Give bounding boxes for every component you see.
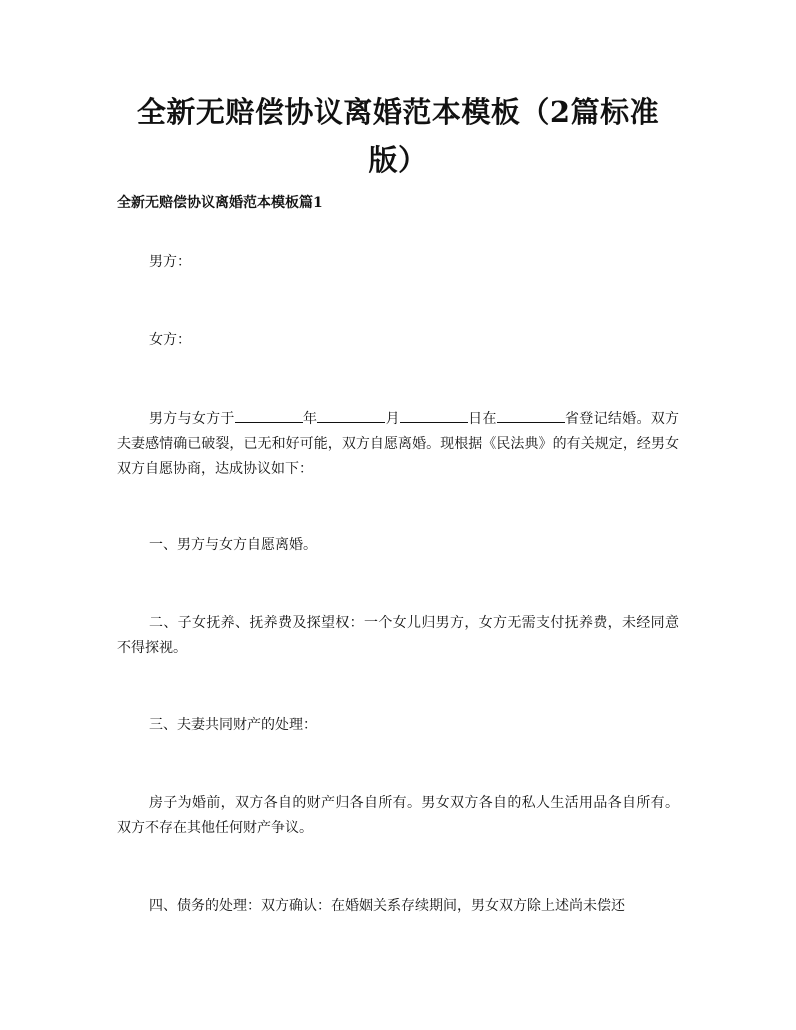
clause-4: 四、债务的处理：双方确认：在婚姻关系存续期间，男女双方除上述尚未偿还 <box>149 898 625 914</box>
male-party-line: 男方： <box>149 254 191 270</box>
blank-month <box>317 406 385 423</box>
registration-text-4: 日在 <box>467 411 497 427</box>
marriage-registration-paragraph <box>117 406 679 482</box>
blank-day <box>400 406 468 423</box>
female-party-line: 女方： <box>149 332 191 348</box>
registration-text-3: 月 <box>385 411 400 427</box>
registration-text-2: 年 <box>302 411 318 427</box>
registration-text-1: 男方与女方于 <box>149 411 235 427</box>
clause-1: 一、男方与女方自愿离婚。 <box>149 537 317 553</box>
clause-2: 二、子女抚养、抚养费及探望权：一个女儿归男方，女方无需支付抚养费，未经同意不得探视。 <box>117 615 679 656</box>
section-heading: 全新无赔偿协议离婚范本模板篇1 <box>117 195 323 211</box>
blank-province <box>497 406 565 423</box>
document-title: 全新无赔偿协议离婚范本模板（2篇标准版） <box>136 95 660 177</box>
blank-year <box>235 406 303 423</box>
clause-3: 三、夫妻共同财产的处理： <box>149 717 317 733</box>
registration-text-5: 省登记结婚。双方夫妻感情确已破裂，已无和好可能，双方自愿离婚。现根据《民法典》的有关规定，经男女双方自愿协商，达成协议如下： <box>117 411 680 477</box>
property-detail-paragraph: 房子为婚前，双方各自的财产归各自所有。男女双方各自的私人生活用品各自所有。双方不存在其他任何财产争议。 <box>117 795 679 836</box>
